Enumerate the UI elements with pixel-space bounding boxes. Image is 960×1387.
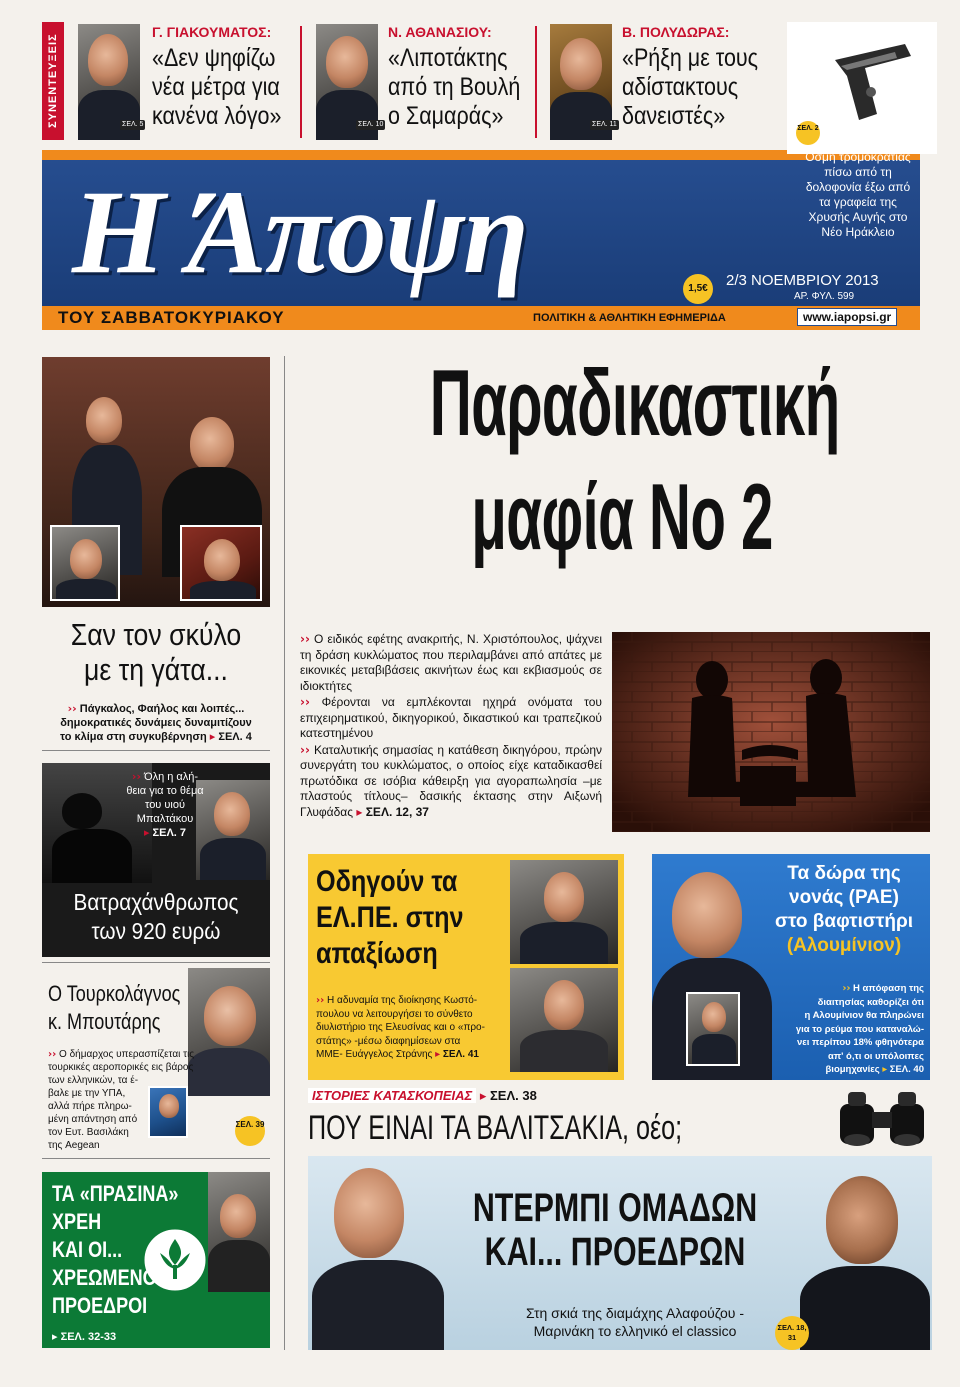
frogman-caption: Βατραχάνθρωπος των 920 ευρώ bbox=[73, 889, 239, 944]
teaser-name-athanasiou: Ν. ΑΘΑΝΑΣΙΟΥ: bbox=[388, 24, 492, 40]
divider bbox=[535, 26, 537, 138]
derby-subtitle: Στη σκιά της διαμάχης Αλαφούζου - Μαρινάκη το ελληνικό el classico bbox=[525, 1305, 744, 1339]
photo-marinakis bbox=[790, 1156, 932, 1350]
elpe-text: ›› Η αδυναμία της διοίκησης Κωστό- πουλου να λειτουργήσει το σύνθετο διυλιστήριο της Ελευσίνας και ο «προ- στάτης» -μέσω διαφημίσεων στα ΜΜΕ- Ευάγγελος Στράνης ▸ ΣΕΛ. 41 bbox=[316, 995, 485, 1060]
spy-kicker: ΙΣΤΟΡΙΕΣ ΚΑΤΑΣΚΟΠΕΙΑΣ ▸ ΣΕΛ. 38 bbox=[308, 1088, 537, 1104]
gun-teaser-text: Οσμή τρομοκρατίας πίσω από τη δολοφονία έξω από τα γραφεία της Χρυσής Αυγής στο Νέο Ηράκλειο bbox=[805, 150, 911, 239]
left1-text: ›› Πάγκαλος, Φαήλος και λοιπές... δημοκρατικές δυνάμεις δυναμιτίζουν το κλίμα στη συγκυβέρνηση ▸ ΣΕΛ. 4 bbox=[60, 702, 252, 743]
green-debts-title: ΤΑ «ΠΡΑΣΙΝΑ» ΧΡΕΗ ΚΑΙ ΟΙ... ΧΡΕΩΜΕΝΟΙ ΠΡΟΕΔΡΟΙ bbox=[52, 1181, 179, 1318]
left1-caption: Σαν τον σκύλο με τη γάτα... bbox=[70, 617, 242, 687]
divider bbox=[300, 26, 302, 138]
column-rule bbox=[284, 356, 285, 1350]
boutaris-title: Ο Τουρκολάγνος κ. Μπουτάρης bbox=[48, 981, 181, 1034]
website-link[interactable]: www.iapopsi.gr bbox=[797, 308, 897, 326]
page-ref-badge: ΣΕΛ. 11 bbox=[592, 121, 617, 128]
rae-text: ›› Η απόφαση της διαιτησίας καθορίζει ότι η Αλουμίνιον θα πληρώνει για το ρεύμα που καταναλώ- νει περίπου 18% φθηνότερα απ' ό,τι οι υπόλοιπες βιομηχανίες ▸ ΣΕΛ. 40 bbox=[795, 983, 924, 1075]
photo-green-president bbox=[208, 1172, 270, 1292]
elpe-title: Οδηγούν τα ΕΛ.ΠΕ. στην απαξίωση bbox=[316, 865, 464, 970]
masthead-tagline: ΠΟΛΙΤΙΚΗ & ΑΘΛΗΤΙΚΗ ΕΦΗΜΕΡΙΔΑ bbox=[533, 312, 726, 324]
photo-stranis bbox=[510, 968, 618, 1072]
page-ref-badge: ΣΕΛ. 2 bbox=[796, 121, 820, 145]
teaser-name-giakoumatos: Γ. ΓΙΑΚΟΥΜΑΤΟΣ: bbox=[152, 24, 272, 40]
spy-headline: ΠΟΥ ΕΙΝΑΙ ΤΑ ΒΑΛΙΤΣΑΚΙΑ, οέο; bbox=[308, 1109, 683, 1147]
masthead-subtitle: ΤΟΥ ΣΑΒΒΑΤΟΚΥΡΙΑΚΟΥ bbox=[58, 308, 285, 327]
photo-handshake-silhouettes bbox=[612, 632, 930, 832]
photo-kostopoulos bbox=[510, 860, 618, 964]
lead-story-text: ›› Ο ειδικός εφέτης ανακριτής, Ν. Χριστόπουλος, ψάχνει τη δράση κυκλώματος που περιλαμβάνει από απάτες με εικονικές μεταβιβάσεις ακινήτων έως και εκβιασμούς σε ιδιοκτήτες ›› Φέρονται να εμπλέκονται ηχηρά ονόματα του επιχειρηματικού, δικηγορικού, δικαστικού και τραπεζικού κατεστημένου ›› Καταλυτικής σημασίας η κατάθεση δικηγόρου, πρώην συνεργάτη του κυκλώματος, ο οποίος είχε καταδικασθεί πρωτόδικα σε ισόβια κάθειρξη για αγοραπωλησία –με πλαστούς τίτλους– δασικής έκτασης στην Αιξωνή Γλυφάδας ▸ ΣΕΛ. 12, 37 bbox=[300, 632, 602, 819]
section-rule bbox=[42, 962, 270, 963]
inset-photo-aluminion bbox=[686, 992, 740, 1066]
frogman-quote: ›› Όλη η αλή- θεια για το θέμα του υιού Μπαλτάκου ▸ ΣΕΛ. 7 bbox=[126, 770, 204, 839]
inset-photo-politician bbox=[180, 525, 262, 601]
page-ref-badge: ΣΕΛ. 39 bbox=[235, 1116, 265, 1146]
teaser-name-polydoras: Β. ΠΟΛΥΔΩΡΑΣ: bbox=[622, 24, 730, 40]
main-headline: Παραδικαστική μαφία Νο 2 bbox=[429, 350, 840, 569]
binoculars-icon bbox=[834, 1086, 930, 1152]
rae-title: Τα δώρα της νονάς (ΡΑΕ) στο βαφτιστήρι (Αλουμίνιον) bbox=[774, 863, 914, 956]
boutaris-text: ›› Ο δήμαρχος υπερασπίζεται τις τουρκικές αεροπορικές εις βάρος των ελληνικών, τα έ- βαλε με την ΥΠΑ, αλλά πήρε πληρω- μένη απάντηση από τον Ευτ. Βασιλάκη της Aegean bbox=[48, 1049, 195, 1151]
price-badge: 1,5€ bbox=[683, 274, 713, 304]
interviews-tag: ΣΥΝΕΝΤΕΥΞΕΙΣ bbox=[42, 22, 64, 140]
section-rule bbox=[42, 1158, 270, 1159]
green-debts-page-ref: ▸ ΣΕΛ. 32-33 bbox=[52, 1330, 117, 1343]
section-rule bbox=[42, 750, 270, 751]
teaser-quote-athanasiou: «Λιποτάκτης από τη Βουλή ο Σαμαράς» bbox=[388, 44, 521, 130]
derby-title: ΝΤΕΡΜΠΙ ΟΜΑΔΩΝ ΚΑΙ... ΠΡΟΕΔΡΩΝ bbox=[472, 1186, 758, 1274]
newspaper-logo: Η Άποψη bbox=[72, 165, 527, 298]
teaser-quote-giakoumatos: «Δεν ψηφίζω νέα μέτρα για κανένα λόγο» bbox=[152, 44, 282, 130]
inset-photo-pangalos bbox=[50, 525, 120, 601]
page-ref-badge: ΣΕΛ. 18, 31 bbox=[775, 1316, 809, 1350]
issue-date: 2/3 ΝΟΕΜΒΡΙΟΥ 2013 bbox=[726, 272, 879, 289]
page-ref-badge: ΣΕΛ. 5 bbox=[122, 121, 144, 128]
issue-number: ΑΡ. ΦΥΛ. 599 bbox=[794, 291, 855, 302]
teaser-quote-polydoras: «Ρήξη με τους αδίστακτους δανειστές» bbox=[622, 44, 759, 130]
page-ref-badge: ΣΕΛ. 10 bbox=[358, 121, 384, 128]
